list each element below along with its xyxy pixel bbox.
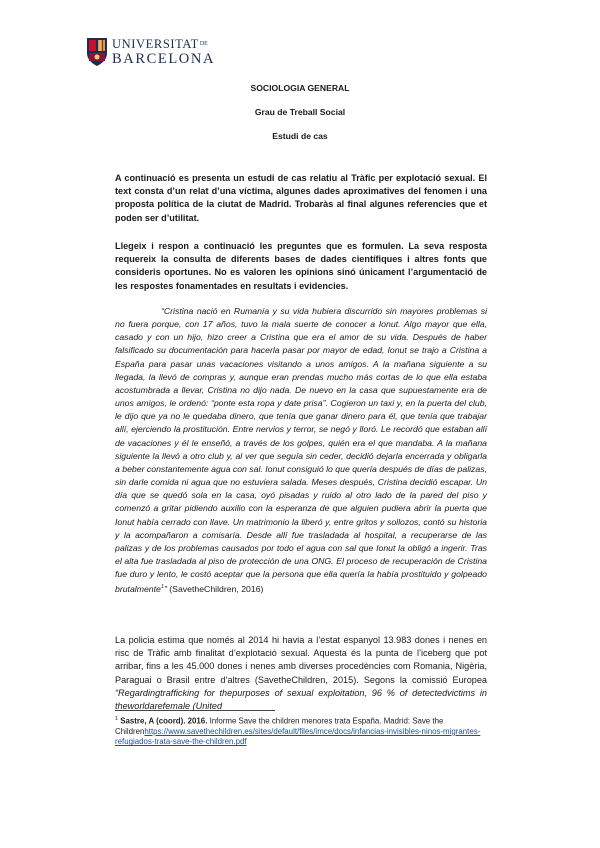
footnote-text: Informe Save the children menores trata España. Madrid: Save the Children bbox=[115, 716, 444, 737]
testimony-quote bbox=[115, 305, 487, 596]
intro-paragraph-1: A continuació es presenta un estudi de cas relatiu al Tràfic per explotació sexual. El text consta d’un relat d’una víctima, algunes dades aproximatives del fenomen i una proposta política de la ciutat de Madrid. Trobaràs al final algunes referencies que et poden ser d’utilitat. bbox=[115, 173, 487, 223]
logo-line1-small: DE bbox=[199, 41, 208, 47]
police-text: La policia estima que només al 2014 hi havia a l’estat espanyol 13.983 dones i nenes en risc de Tràfic amb finalitat d’explotació sexual. Aquesta és la punta de l’iceberg que pot arribar, fins a les 45.000 dones i nenes amb diverses procedències com Romania, Nigèria, Paraguai o Brasil entre d’altres (SavetheChildren, 2015). Segons la comissió Europea bbox=[115, 635, 487, 685]
ub-shield-logo bbox=[86, 37, 108, 67]
police-paragraph bbox=[115, 634, 487, 713]
degree-heading: Grau de Treball Social bbox=[254, 107, 346, 117]
police-italic-quote: “Regardingtrafficking for thepurposes of sexual exploitation, 96 % of detectedvictims in theworldarefemale (United bbox=[115, 687, 487, 712]
quote-closing: ” bbox=[163, 584, 167, 595]
intro-paragraph-2: Llegeix i respon a continuació les preguntes que es formulen. La seva resposta requereix la consulta de diferents bases de dades científiques i altres fonts que consideris oportunes. No es valoren les opinions sinó únicament l’argumentació de les respostes fonamentades en resultats i evidencies. bbox=[115, 241, 487, 291]
quote-text: “Cristina nació en Rumanía y su vida hubiera discurrido sin mayores problemas si no fuera porque, con 17 años, tuvo la mala suerte de conocer a Ionut. Algo mayor que ella, casado y con un hijo, hizo creer a Cristina que era el amor de su vida. Después de haber falsificado su documentación para hacerla pasar por mayor de edad, Ionut se trajo a Cristina a España para pasar unas vacaciones visitando a unos amigos. A la mañana siguiente a su llegada, la llevó de compras y, aunque eran prendas mucho más cortas de lo que ella estaba acostumbrada a llevar, Cristina no dijo nada. De nuevo en la casa que supuestamente era de unos amigos, le ordenó: “ponte esta ropa y date prisa”. Cogieron un taxi y, en la puerta del club, le dijo que ya no le quedaba dinero, que tenía que ganar dinero para él, que tenía que trabajar allí, ejerciendo la prostitución. Entre nervios y terror, se negó y lloró. Le recordó que estaban allí de vacaciones y él le enseñó, a través de los golpes, quién era el que mandaba. A la mañana siguiente la llevó a otro club y, al ver que seguía sin ceder, decidió dejarla encerrada y obligarla a beber constantemente agua con sal. Ionut consiguió lo que quería después de días de palizas, sin darle comida ni agua que no estuviera salada. Meses después, Cristina decidió escapar. Un día que se quedó sola en la casa, oyó pisadas y ruido al otro lado de la pared del piso y comenzó a gritar pidiendo auxilio con la esperanza de que alguien pudiera abrir la puerta que Ionut había cerrado con llave. Un matrimonio la liberó y, entre gritos y sollozos, contó su historia y la acompañaron a comisaría. Desde allí fue trasladada al hospital, a recuperarse de las palizas y de los problemas causados por todo el agua con sal que Ionut la obligó a ingerir. Tras el alta fue trasladada al piso de protección de una ONG. El proceso de recuperación de Cristina fue duro y lento, le costó aceptar que la persona que ella quería la había prostituido y golpeado brutalmente bbox=[115, 306, 487, 595]
doctype-heading: Estudi de cas bbox=[272, 131, 328, 141]
footnote-link[interactable]: https://www.savethechildren.es/sites/default/files/imce/docs/infancias-invisibles-ninos-migrantes-refugiados-trata-save-the-children.pdf bbox=[115, 727, 481, 747]
logo-line1: UNIVERSITAT bbox=[112, 37, 199, 51]
logo-wordmark bbox=[112, 37, 215, 67]
footnote-author: Sastre, A (coord). 2016. bbox=[120, 716, 208, 726]
footnote-mark: 1 bbox=[115, 716, 119, 722]
subject-heading: SOCIOLOGIA GENERAL bbox=[250, 83, 350, 93]
footnote-divider bbox=[115, 710, 275, 711]
quote-footnote-mark[interactable]: 1 bbox=[160, 584, 164, 591]
quote-citation: (SavetheChildren, 2016) bbox=[166, 584, 264, 595]
logo-line2: BARCELONA bbox=[112, 51, 216, 67]
university-logo bbox=[86, 37, 216, 71]
footnote bbox=[115, 714, 515, 748]
document-headings bbox=[0, 83, 600, 155]
